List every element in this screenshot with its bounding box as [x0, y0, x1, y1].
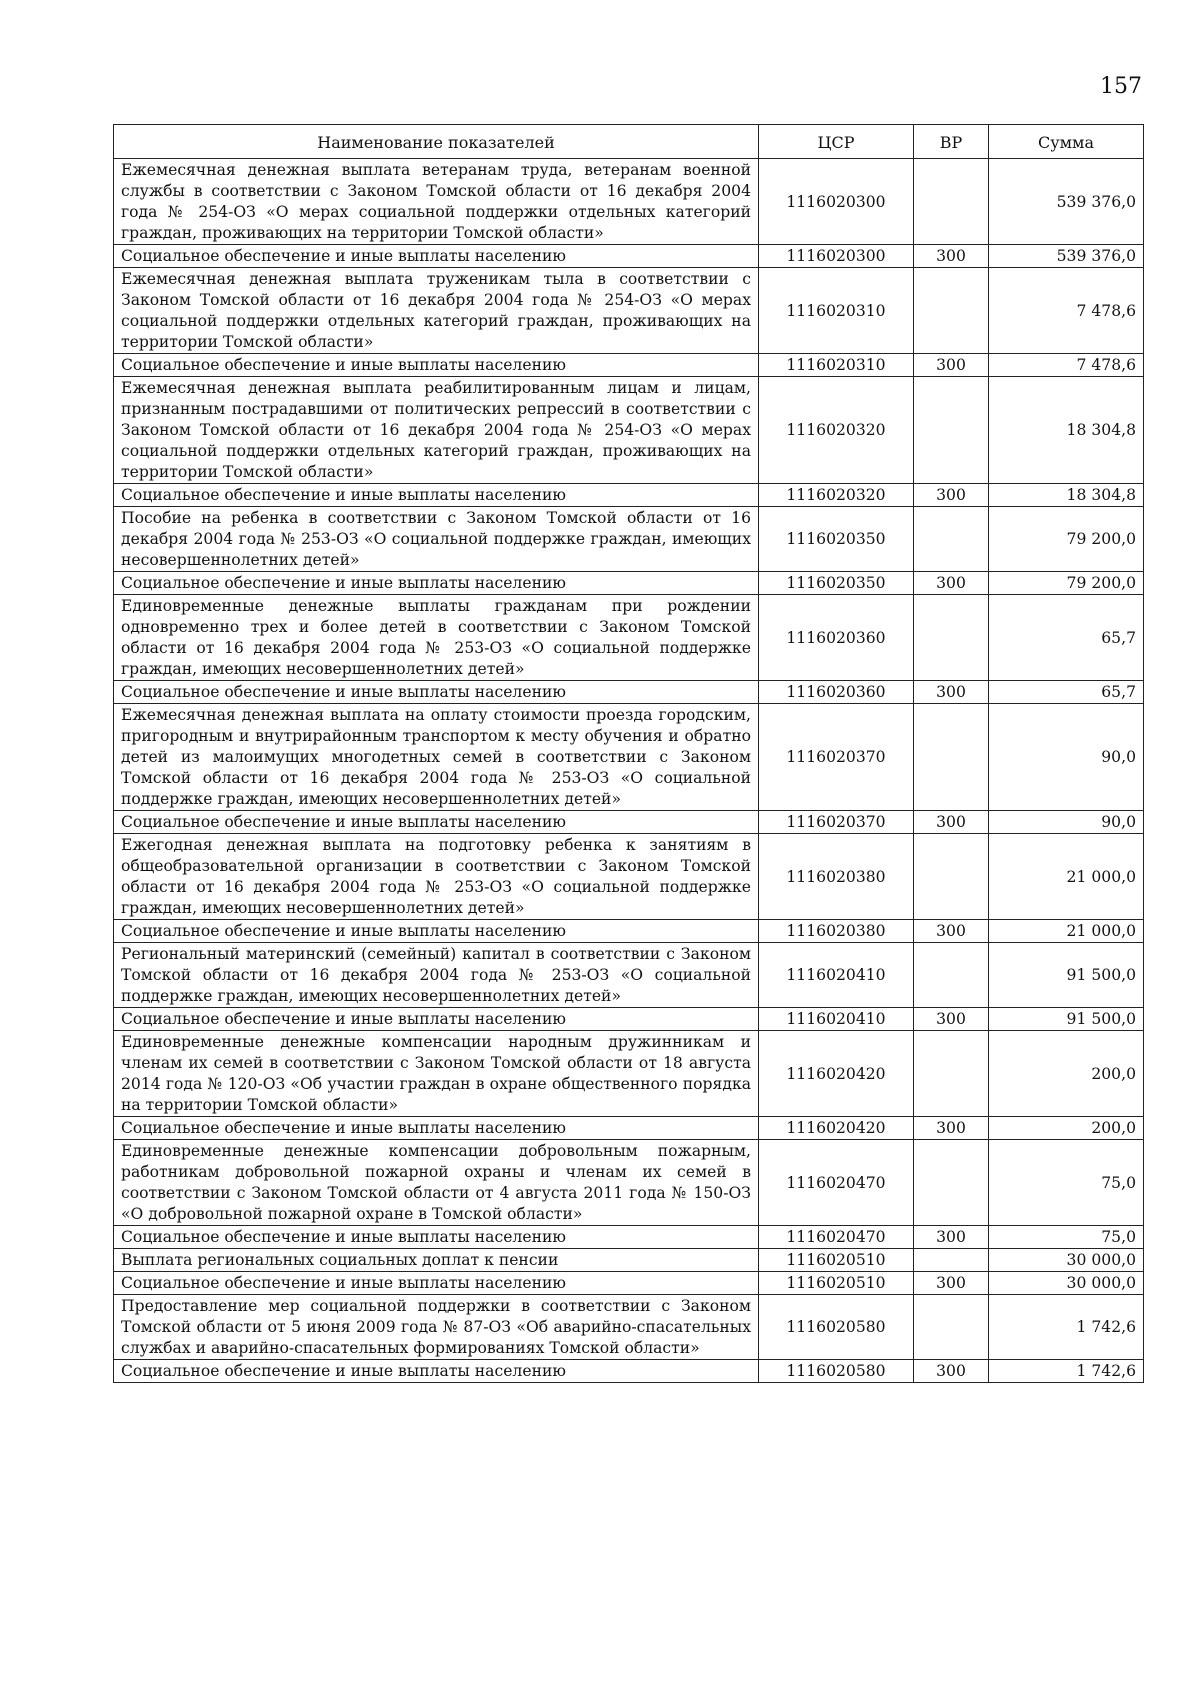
- cell-name: Социальное обеспечение и иные выплаты населению: [114, 1117, 759, 1140]
- cell-sum: 90,0: [989, 704, 1144, 811]
- cell-vr: 300: [914, 920, 989, 943]
- cell-vr: [914, 159, 989, 245]
- table-row: [114, 1140, 1144, 1226]
- table-row: [114, 1031, 1144, 1117]
- cell-sum: 539 376,0: [989, 159, 1144, 245]
- table-row: [114, 1117, 1144, 1140]
- header-vr: ВР: [914, 125, 989, 159]
- cell-csr: 1116020420: [759, 1117, 914, 1140]
- cell-sum: 65,7: [989, 595, 1144, 681]
- cell-csr: 1116020370: [759, 811, 914, 834]
- header-row: [114, 125, 1144, 159]
- cell-name: Социальное обеспечение и иные выплаты населению: [114, 354, 759, 377]
- cell-name: Социальное обеспечение и иные выплаты населению: [114, 572, 759, 595]
- table-row: [114, 704, 1144, 811]
- cell-name: Региональный материнский (семейный) капитал в соответствии с Законом Томской области от 16 декабря 2004 года № 253-ОЗ «О социальной поддержке граждан, имеющих несовершеннолетних детей»: [114, 943, 759, 1008]
- table-row: [114, 507, 1144, 572]
- cell-sum: 65,7: [989, 681, 1144, 704]
- cell-name: Социальное обеспечение и иные выплаты населению: [114, 681, 759, 704]
- cell-csr: 1116020320: [759, 484, 914, 507]
- cell-csr: 1116020380: [759, 920, 914, 943]
- table-row: [114, 681, 1144, 704]
- page-number: 157: [1100, 74, 1142, 99]
- cell-name: Социальное обеспечение и иные выплаты населению: [114, 920, 759, 943]
- table-row: [114, 920, 1144, 943]
- cell-sum: 200,0: [989, 1031, 1144, 1117]
- cell-name: Предоставление мер социальной поддержки в соответствии с Законом Томской области от 5 июня 2009 года № 87-ОЗ «Об аварийно-спасательных службах и аварийно-спасательных формированиях Томской области»: [114, 1295, 759, 1360]
- cell-csr: 1116020510: [759, 1249, 914, 1272]
- table-row: [114, 484, 1144, 507]
- cell-name: Ежемесячная денежная выплата труженикам тыла в соответствии с Законом Томской области от 16 декабря 2004 года № 254-ОЗ «О мерах социальной поддержки отдельных категорий граждан, проживающих на территории Томской области»: [114, 268, 759, 354]
- table-body: [114, 159, 1144, 1383]
- table-row: [114, 811, 1144, 834]
- cell-csr: 1116020420: [759, 1031, 914, 1117]
- cell-sum: 79 200,0: [989, 507, 1144, 572]
- cell-csr: 1116020370: [759, 704, 914, 811]
- cell-name: Выплата региональных социальных доплат к пенсии: [114, 1249, 759, 1272]
- cell-name: Социальное обеспечение и иные выплаты населению: [114, 1008, 759, 1031]
- cell-csr: 1116020580: [759, 1295, 914, 1360]
- cell-sum: 91 500,0: [989, 1008, 1144, 1031]
- cell-sum: 7 478,6: [989, 268, 1144, 354]
- cell-csr: 1116020360: [759, 681, 914, 704]
- cell-name: Ежегодная денежная выплата на подготовку ребенка к занятиям в общеобразовательной организации в соответствии с Законом Томской области от 16 декабря 2004 года № 253-ОЗ «О социальной поддержке граждан, имеющих несовершеннолетних детей»: [114, 834, 759, 920]
- table-header: [114, 125, 1144, 159]
- cell-name: Социальное обеспечение и иные выплаты населению: [114, 1226, 759, 1249]
- table-row: [114, 268, 1144, 354]
- cell-vr: 300: [914, 1226, 989, 1249]
- table-row: [114, 159, 1144, 245]
- cell-name: Единовременные денежные компенсации народным дружинникам и членам их семей в соответствии с Законом Томской области от 18 августа 2014 года № 120-ОЗ «Об участии граждан в охране общественного порядка на территории Томской области»: [114, 1031, 759, 1117]
- cell-csr: 1116020360: [759, 595, 914, 681]
- cell-vr: 300: [914, 1272, 989, 1295]
- cell-vr: 300: [914, 245, 989, 268]
- cell-csr: 1116020350: [759, 507, 914, 572]
- cell-sum: 18 304,8: [989, 484, 1144, 507]
- header-name: Наименование показателей: [114, 125, 759, 159]
- cell-name: Единовременные денежные компенсации добровольным пожарным, работникам добровольной пожарной охраны и членам их семей в соответствии с Законом Томской области от 4 августа 2011 года № 150-ОЗ «О добровольной пожарной охране в Томской области»: [114, 1140, 759, 1226]
- table-row: [114, 1272, 1144, 1295]
- cell-name: Социальное обеспечение и иные выплаты населению: [114, 245, 759, 268]
- cell-name: Социальное обеспечение и иные выплаты населению: [114, 811, 759, 834]
- cell-csr: 1116020580: [759, 1360, 914, 1383]
- cell-vr: 300: [914, 484, 989, 507]
- cell-vr: 300: [914, 354, 989, 377]
- cell-sum: 200,0: [989, 1117, 1144, 1140]
- cell-vr: [914, 1249, 989, 1272]
- cell-csr: 1116020510: [759, 1272, 914, 1295]
- cell-csr: 1116020380: [759, 834, 914, 920]
- cell-vr: 300: [914, 572, 989, 595]
- cell-sum: 79 200,0: [989, 572, 1144, 595]
- budget-table-container: [113, 124, 1143, 1383]
- cell-name: Пособие на ребенка в соответствии с Законом Томской области от 16 декабря 2004 года № 253-ОЗ «О социальной поддержке граждан, имеющих несовершеннолетних детей»: [114, 507, 759, 572]
- cell-name: Социальное обеспечение и иные выплаты населению: [114, 1272, 759, 1295]
- table-row: [114, 943, 1144, 1008]
- table-row: [114, 572, 1144, 595]
- cell-csr: 1116020310: [759, 268, 914, 354]
- cell-csr: 1116020410: [759, 943, 914, 1008]
- table-row: [114, 377, 1144, 484]
- cell-csr: 1116020470: [759, 1226, 914, 1249]
- cell-csr: 1116020300: [759, 159, 914, 245]
- table-row: [114, 1249, 1144, 1272]
- cell-name: Ежемесячная денежная выплата ветеранам труда, ветеранам военной службы в соответствии с Законом Томской области от 16 декабря 2004 года № 254-ОЗ «О мерах социальной поддержки отдельных категорий граждан, проживающих на территории Томской области»: [114, 159, 759, 245]
- cell-vr: [914, 1295, 989, 1360]
- cell-csr: 1116020300: [759, 245, 914, 268]
- cell-csr: 1116020310: [759, 354, 914, 377]
- cell-sum: 75,0: [989, 1226, 1144, 1249]
- cell-vr: 300: [914, 1117, 989, 1140]
- cell-csr: 1116020410: [759, 1008, 914, 1031]
- table-row: [114, 1226, 1144, 1249]
- cell-vr: 300: [914, 811, 989, 834]
- cell-sum: 30 000,0: [989, 1249, 1144, 1272]
- cell-sum: 90,0: [989, 811, 1144, 834]
- cell-vr: [914, 268, 989, 354]
- budget-table: [113, 124, 1144, 1383]
- cell-sum: 1 742,6: [989, 1295, 1144, 1360]
- cell-vr: [914, 595, 989, 681]
- cell-sum: 21 000,0: [989, 834, 1144, 920]
- header-sum: Сумма: [989, 125, 1144, 159]
- cell-vr: 300: [914, 1008, 989, 1031]
- cell-sum: 91 500,0: [989, 943, 1144, 1008]
- cell-vr: [914, 1140, 989, 1226]
- cell-vr: [914, 704, 989, 811]
- table-row: [114, 245, 1144, 268]
- cell-name: Социальное обеспечение и иные выплаты населению: [114, 484, 759, 507]
- cell-vr: [914, 943, 989, 1008]
- table-row: [114, 834, 1144, 920]
- cell-sum: 30 000,0: [989, 1272, 1144, 1295]
- table-row: [114, 354, 1144, 377]
- cell-csr: 1116020350: [759, 572, 914, 595]
- cell-sum: 1 742,6: [989, 1360, 1144, 1383]
- cell-sum: 539 376,0: [989, 245, 1144, 268]
- cell-name: Социальное обеспечение и иные выплаты населению: [114, 1360, 759, 1383]
- cell-vr: [914, 507, 989, 572]
- cell-csr: 1116020320: [759, 377, 914, 484]
- cell-vr: 300: [914, 681, 989, 704]
- cell-name: Ежемесячная денежная выплата реабилитированным лицам и лицам, признанным пострадавшими от политических репрессий в соответствии с Законом Томской области от 16 декабря 2004 года № 254-ОЗ «О мерах социальной поддержки отдельных категорий граждан, проживающих на территории Томской области»: [114, 377, 759, 484]
- header-csr: ЦСР: [759, 125, 914, 159]
- cell-sum: 18 304,8: [989, 377, 1144, 484]
- cell-vr: [914, 834, 989, 920]
- cell-sum: 75,0: [989, 1140, 1144, 1226]
- table-row: [114, 595, 1144, 681]
- cell-name: Единовременные денежные выплаты гражданам при рождении одновременно трех и более детей в соответствии с Законом Томской области от 16 декабря 2004 года № 253-ОЗ «О социальной поддержке граждан, имеющих несовершеннолетних детей»: [114, 595, 759, 681]
- cell-sum: 21 000,0: [989, 920, 1144, 943]
- cell-csr: 1116020470: [759, 1140, 914, 1226]
- cell-name: Ежемесячная денежная выплата на оплату стоимости проезда городским, пригородным и внутрирайонным транспортом к месту обучения и обратно детей из малоимущих многодетных семей в соответствии с Законом Томской области от 16 декабря 2004 года № 253-ОЗ «О социальной поддержке граждан, имеющих несовершеннолетних детей»: [114, 704, 759, 811]
- cell-vr: [914, 377, 989, 484]
- cell-vr: 300: [914, 1360, 989, 1383]
- cell-vr: [914, 1031, 989, 1117]
- cell-sum: 7 478,6: [989, 354, 1144, 377]
- table-row: [114, 1008, 1144, 1031]
- table-row: [114, 1360, 1144, 1383]
- table-row: [114, 1295, 1144, 1360]
